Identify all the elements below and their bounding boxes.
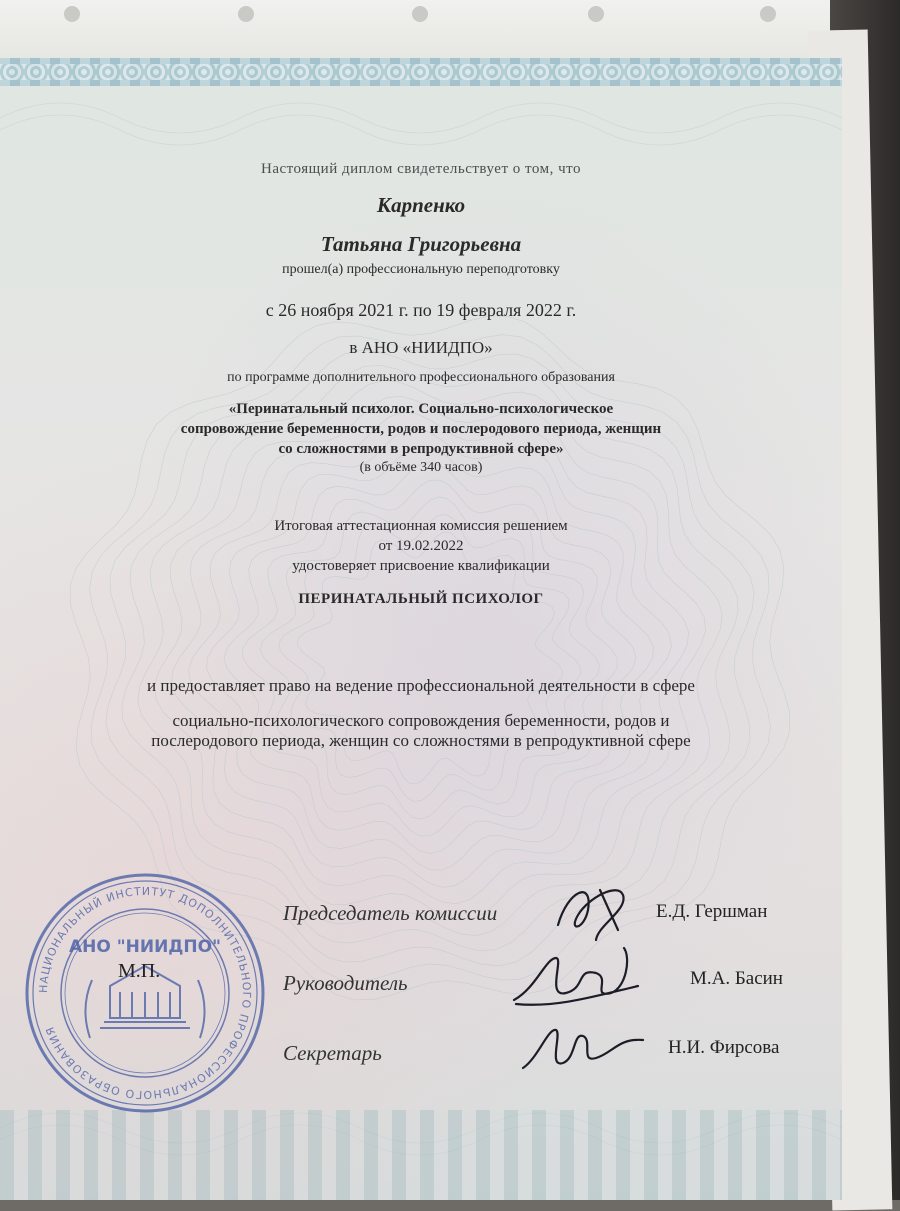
activity-sphere-line: послеродового периода, женщин со сложностями в репродуктивной сфере — [151, 731, 691, 750]
program-intro: по программе дополнительного профессионального образования — [227, 370, 615, 385]
rights-text: и предоставляет право на ведение профессиональной деятельности в сфере — [147, 676, 695, 695]
chair-name: Е.Д. Гершман — [656, 901, 768, 922]
organization-name: в АНО «НИИДПО» — [349, 338, 493, 357]
head-signature — [506, 938, 646, 1018]
official-stamp — [20, 868, 270, 1118]
sleeve-hole — [760, 6, 776, 22]
ornament-border-bottom — [0, 1110, 842, 1200]
diploma-intro: Настоящий диплом свидетельствует о том, что — [261, 161, 581, 177]
commission-line: от 19.02.2022 — [378, 538, 464, 554]
course-title-line: сопровождение беременности, родов и послеродового периода, женщин — [180, 421, 662, 437]
sleeve-hole — [588, 6, 604, 22]
sleeve-hole — [238, 6, 254, 22]
stamp-ring-text: НАЦИОНАЛЬНЫЙ ИНСТИТУТ ДОПОЛНИТЕЛЬНОГО ПРОФЕССИОНАЛЬНОГО ОБРАЗОВАНИЯ — [36, 884, 254, 1102]
course-title-line: со сложностями в репродуктивной сфере» — [278, 441, 564, 457]
course-title — [0, 399, 842, 459]
stamp-center-text: АНО "НИИДПО" — [69, 937, 221, 957]
course-title-line: «Перинатальный психолог. Социально-психологическое — [228, 401, 614, 417]
sleeve-hole — [64, 6, 80, 22]
file-sleeve-top — [0, 0, 900, 60]
diploma-page — [0, 58, 842, 1200]
chair-role: Председатель комиссии — [283, 901, 498, 925]
stamp-place-label: М.П. — [118, 960, 161, 982]
activity-sphere-line: социально-психологического сопровождения беременности, родов и — [172, 711, 670, 730]
ornament-border-top — [0, 58, 842, 86]
sleeve-hole — [412, 6, 428, 22]
commission-decision — [0, 516, 842, 576]
recipient-given-names: Татьяна Григорьевна — [320, 232, 522, 256]
head-role: Руководитель — [283, 971, 408, 995]
secretary-name: Н.И. Фирсова — [668, 1037, 780, 1058]
commission-line: удостоверяет присвоение квалификации — [292, 558, 550, 574]
passed-retraining-text: прошел(а) профессиональную переподготовку — [282, 262, 560, 277]
activity-sphere — [0, 711, 842, 751]
secretary-signature — [518, 1018, 648, 1078]
training-dates: с 26 ноября 2021 г. по 19 февраля 2022 г. — [265, 300, 577, 320]
head-name: М.А. Басин — [690, 968, 783, 989]
recipient-surname: Карпенко — [376, 193, 466, 217]
commission-line: Итоговая аттестационная комиссия решением — [274, 518, 568, 534]
qualification-title: ПЕРИНАТАЛЬНЫЙ ПСИХОЛОГ — [298, 591, 544, 607]
secretary-role: Секретарь — [283, 1041, 382, 1065]
course-hours: (в объёме 340 часов) — [359, 460, 483, 475]
